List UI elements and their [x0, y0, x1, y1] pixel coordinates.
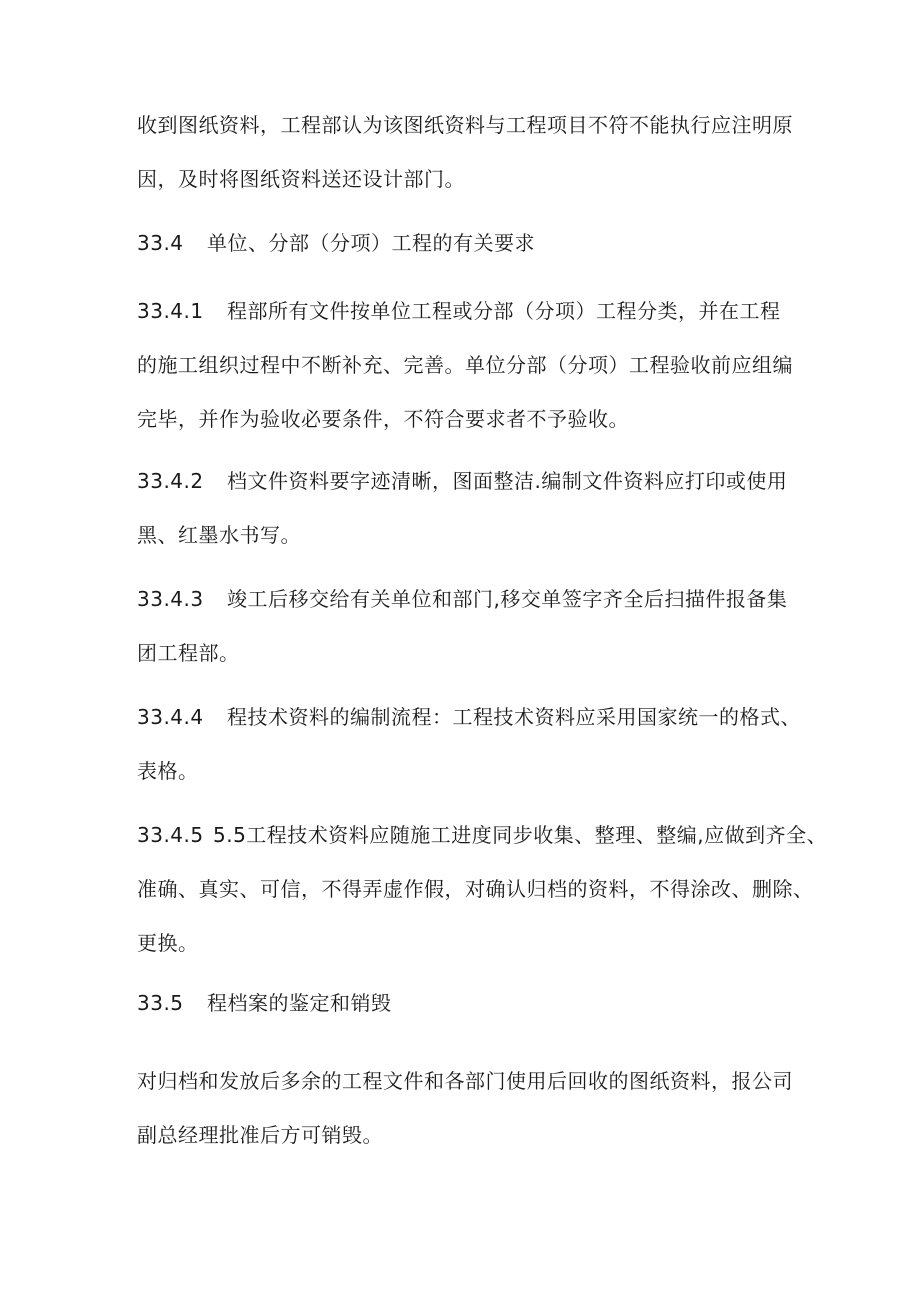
section-number: 33.4 [137, 231, 184, 255]
text-line: 团工程部。 [137, 641, 240, 665]
clause-text: 程技术资料的编制流程：工程技术资料应采用国家统一的格式、 [227, 705, 801, 729]
paragraph-intro [137, 98, 797, 206]
text-line [137, 454, 797, 508]
clause-number: 33.4.2 [137, 469, 204, 493]
clause-33-4-3 [137, 572, 797, 680]
text-line: 准确、真实、可信，不得弄虚作假，对确认归档的资料，不得涂改、删除、 [137, 877, 814, 901]
clause-number: 33.4.3 [137, 587, 204, 611]
section-heading-33-4 [137, 216, 797, 270]
text-line [137, 572, 797, 626]
text-line: 更换。 [137, 931, 199, 955]
section-number: 33.5 [137, 991, 184, 1015]
clause-number: 33.4.5 [137, 823, 204, 847]
text-line: 副总经理批准后方可销毁。 [137, 1123, 383, 1147]
clause-33-4-1 [137, 284, 797, 446]
text-line: 收到图纸资料，工程部认为该图纸资料与工程项目不符不能执行应注明原 [137, 113, 793, 137]
clause-number: 33.4.1 [137, 299, 204, 323]
paragraph-closing [137, 1054, 797, 1162]
clause-33-4-4 [137, 690, 801, 798]
text-line: 的施工组织过程中不断补充、完善。单位分部（分项）工程验收前应组编 [137, 353, 793, 377]
clause-text: 档文件资料要字迹清晰，图面整洁.编制文件资料应打印或使用 [227, 469, 788, 493]
clause-number: 33.4.4 [137, 705, 204, 729]
section-title: 单位、分部（分项）工程的有关要求 [207, 231, 535, 255]
clause-text: 程部所有文件按单位工程或分部（分项）工程分类，并在工程 [227, 299, 781, 323]
section-heading-33-5 [137, 976, 797, 1030]
clause-33-4-2 [137, 454, 797, 562]
clause-text: 竣工后移交给有关单位和部门,移交单签字齐全后扫描件报备集 [227, 587, 788, 611]
section-title: 程档案的鉴定和销毁 [207, 991, 392, 1015]
text-line [137, 690, 801, 744]
clause-text: 5.5工程技术资料应随施工进度同步收集、整理、整编,应做到齐全、 [213, 823, 828, 847]
heading-line [137, 216, 797, 270]
text-line: 因，及时将图纸资料送还设计部门。 [137, 167, 465, 191]
text-line [137, 808, 828, 862]
text-line: 完毕，并作为验收必要条件，不符合要求者不予验收。 [137, 407, 629, 431]
text-line: 对归档和发放后多余的工程文件和各部门使用后回收的图纸资料，报公司 [137, 1069, 793, 1093]
text-line [137, 284, 797, 338]
heading-line [137, 976, 797, 1030]
text-line: 黑、红墨水书写。 [137, 523, 301, 547]
text-line: 表格。 [137, 759, 199, 783]
clause-33-4-5 [137, 808, 828, 970]
